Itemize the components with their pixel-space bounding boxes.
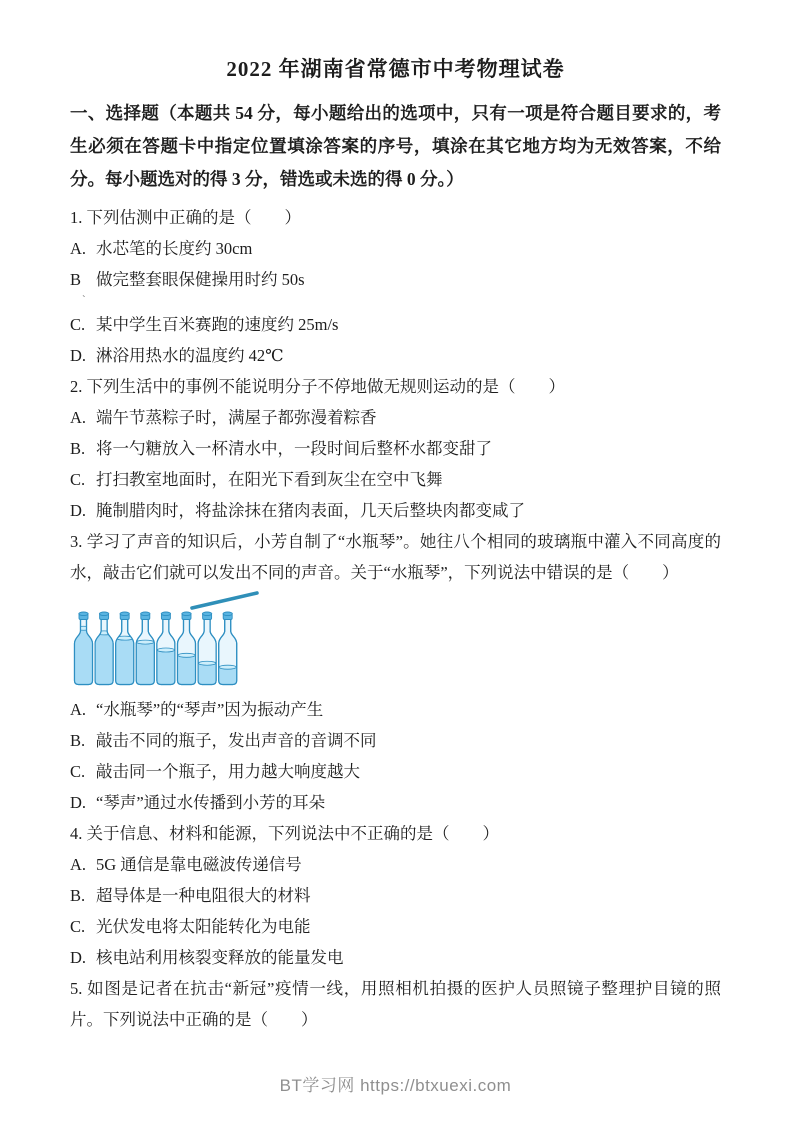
- option-label: C.: [70, 762, 86, 781]
- option-text: 淋浴用热水的温度约 42℃: [96, 346, 284, 365]
- option-text: 腌制腊肉时，将盐涂抹在猪肉表面，几天后整块肉都变咸了: [96, 501, 525, 520]
- option-line: [70, 787, 721, 818]
- option-text: 端午节蒸粽子时，满屋子都弥漫着粽香: [96, 408, 377, 427]
- option-text: 5G 通信是靠电磁波传递信号: [96, 855, 302, 874]
- option-label: B.: [70, 886, 86, 905]
- option-text: 核电站利用核裂变释放的能量发电: [96, 948, 344, 967]
- option-text: 光伏发电将太阳能转化为电能: [96, 917, 311, 936]
- option-line: [70, 880, 721, 911]
- option-line: [70, 233, 721, 264]
- option-line: [70, 433, 721, 464]
- option-label: A.: [70, 239, 87, 258]
- option-text: 某中学生百米赛跑的速度约 25m/s: [96, 315, 339, 334]
- question-stem: 2. 下列生活中的事例不能说明分子不停地做无规则运动的是（ ）: [70, 377, 565, 396]
- option-label: A.: [70, 855, 87, 874]
- option-label: C.: [70, 315, 86, 334]
- option-label: D.: [70, 346, 87, 365]
- question-stem: 5. 如图是记者在抗击“新冠”疫情一线，用照相机拍摄的医护人员照镜子整理护目镜的照片。下列说法中正确的是（ ）: [70, 979, 721, 1029]
- scan-artifact-mark: ˋ: [82, 294, 86, 306]
- question-4: [70, 818, 721, 973]
- option-line: [70, 849, 721, 880]
- option-text: 敲击不同的瓶子，发出声音的音调不同: [96, 731, 377, 750]
- option-line: [70, 942, 721, 973]
- question-2: [70, 371, 721, 526]
- option-label: D.: [70, 501, 87, 520]
- option-label: C.: [70, 470, 86, 489]
- option-text: 将一勺糖放入一杯清水中，一段时间后整杯水都变甜了: [96, 439, 492, 458]
- option-text: 敲击同一个瓶子，用力越大响度越大: [96, 762, 360, 781]
- option-text: “水瓶琴”的“琴声”因为振动产生: [96, 700, 324, 719]
- option-label: C.: [70, 917, 86, 936]
- option-line: [70, 402, 721, 433]
- section-heading: 一、选择题（本题共 54 分，每小题给出的选项中，只有一项是符合题目要求的，考生必须在答题卡中指定位置填涂答案的序号，填涂在其它地方均为无效答案，不给分。每小题选对的得 3 分，错选或未选的得 0 分。）: [70, 103, 721, 189]
- question-stem: 1. 下列估测中正确的是（ ）: [70, 208, 301, 227]
- question-3: [70, 526, 721, 818]
- option-label: A.: [70, 700, 87, 719]
- option-line: [70, 495, 721, 526]
- option-line: [70, 340, 721, 371]
- option-label: A.: [70, 408, 87, 427]
- bottle-figure-svg: [70, 590, 270, 690]
- option-line: [70, 756, 721, 787]
- option-line: [70, 309, 721, 340]
- question-5: [70, 973, 721, 1035]
- option-line: [70, 725, 721, 756]
- option-text: 打扫教室地面时，在阳光下看到灰尘在空中飞舞: [96, 470, 443, 489]
- option-label: D.: [70, 793, 87, 812]
- watermark-footer: BT学习网 https://btxuexi.com: [279, 1076, 512, 1095]
- water-bottle-figure: [70, 590, 721, 690]
- option-line: [70, 694, 721, 725]
- option-label: B.: [70, 439, 86, 458]
- option-text: 做完整套眼保健操用时约 50s: [96, 270, 305, 289]
- option-label: D.: [70, 948, 87, 967]
- option-text: 水芯笔的长度约 30cm: [96, 239, 253, 258]
- question-stem: 3. 学习了声音的知识后，小芳自制了“水瓶琴”。她往八个相同的玻璃瓶中灌入不同高度的水，敲击它们就可以发出不同的声音。关于“水瓶琴”，下列说法中错误的是（ ）: [70, 532, 721, 582]
- question-1: [70, 202, 721, 371]
- option-label: B.: [70, 731, 86, 750]
- option-label: B: [70, 270, 82, 289]
- option-line: [70, 264, 721, 295]
- option-text: “琴声”通过水传播到小芳的耳朵: [96, 793, 326, 812]
- option-text: 超导体是一种电阻很大的材料: [96, 886, 311, 905]
- option-line: [70, 911, 721, 942]
- question-stem: 4. 关于信息、材料和能源，下列说法中不正确的是（ ）: [70, 824, 499, 843]
- option-line: [70, 464, 721, 495]
- page-title: 2022 年湖南省常德市中考物理试卷: [226, 57, 565, 81]
